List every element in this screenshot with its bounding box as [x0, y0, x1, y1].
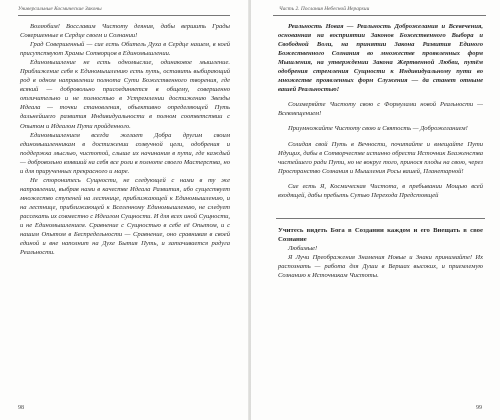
intro-paragraph: Реальность Новая — Реальность Доброжелания и Всевечения, основанная на восприятии Законов Божественного Выбора и Свободной Воли, на принятии Закона Развития Единого Божественного Сознания во множестве проявленных форм Мышления, на утверждении Закона Жертвенной Любви, путём одобрения стремления Сущности к Индивидуальному пути во множестве проявленных форм Служения — да станет отныне вашей Реальностью!	[278, 23, 483, 94]
section-divider	[276, 218, 485, 219]
paragraph: Солидая свой Путь в Вечности, почитайте и вмещайте Пути Идущих, дабы в Сотворчестве истинно обрести Источник Блаженства чистейшего ради Пути, но не вокруг того, принося плоды на свою, через Пространство Сознания и Мышления Росы вашей, Планетарной!	[278, 140, 483, 175]
running-head-right: Часть 2. Послания Небесной Иерархии	[279, 6, 370, 12]
paragraph: Я Лучи Преображения Знамения Новые и Знаки принимайте! Их распознать — работа для Души в Вершах высоких, и приемлемую Сознанию к Источникам Чистоты.	[278, 254, 483, 280]
page-number-left: 98	[18, 405, 24, 411]
paragraph: Единомышление не есть одномыслие, одинаковое мышление. Приближение себя к Единомышлению есть путь, оставить выбирающий род в одном направлении полнота Сути Божественного творения, где всякий — добровольно присоединяется в общему, совершенно отличительно и не полностью в Устремлении достижению Звезды Идеала — точки становления, объективно определяющей Путь дальнейшего развития Индивидуальности в полном соответствии с Опытом и Идеалом Пути пройденного.	[20, 59, 230, 130]
paragraph: Приумножайте Чистоту свою и Святость — Доброжеланием!	[288, 125, 468, 133]
paragraph: Соизмеряйте Чистоту свою с Формулами новой Реальности — Всевмещением!	[278, 101, 483, 118]
left-page	[0, 0, 249, 420]
paragraph: Возлюбим! Восславим Чистоту деяния, дабы вершить Грады Совершенные в Сердце своем и Сознании!	[20, 23, 230, 40]
right-page	[251, 0, 500, 420]
right-page-body	[278, 22, 483, 280]
page-number-right: 99	[476, 405, 482, 411]
paragraph: Не сторонитесь Сущности, не следующей с нами в ту же направлении, выбрав нами в качестве Идеала Развития, ибо существует множество ступеней на лестнице, приближающей к Единомышлению, и на лестнице, приближающей к Вселенному Единомышлению, не следует рассекать их совместно с Идеалом Сущности. И для всех иной Сущности, и не Единомышлением. Сравнение с Сущностью в себе её Опытом, и с нашим Опытом в Беспредельности — Сравнение, оно сравнивая в своей единой и вне наполнит на Духе Бытия Путь, и затачивается радуга Реальности.	[20, 176, 230, 257]
paragraph: Любимые!	[288, 245, 318, 253]
running-head-left: Универсальные Космические Законы	[18, 6, 102, 12]
paragraph: Град Совершенный — сие есть Обитель Духа в Сердце нашем, в коей присутствуют Храмы Сотворцов в Единомышлении.	[20, 41, 230, 58]
header-rule-right	[273, 15, 486, 16]
paragraph: Сие есть Я, Космическая Чистота, в пребывании Мощью всей входящей, дабы пребыть Сутью Перехода Предстоящей	[278, 182, 483, 199]
paragraph: Единомышлением всегда желает Добра другим своим единомышленникам в достижении созвучной цели, одобрения и поддержка мыслью, чистотой, слыше их начинания в пути, где каждый — добровольно взявший на себя все роли в полноте своего Мастерства, но и для прирученных прекрасного и маре.	[20, 131, 230, 175]
section-title: Учитесь видеть Бога в Создании каждом и его Внещать в свое Сознание	[278, 226, 483, 243]
header-rule-left	[18, 15, 230, 16]
left-page-body	[20, 22, 230, 257]
